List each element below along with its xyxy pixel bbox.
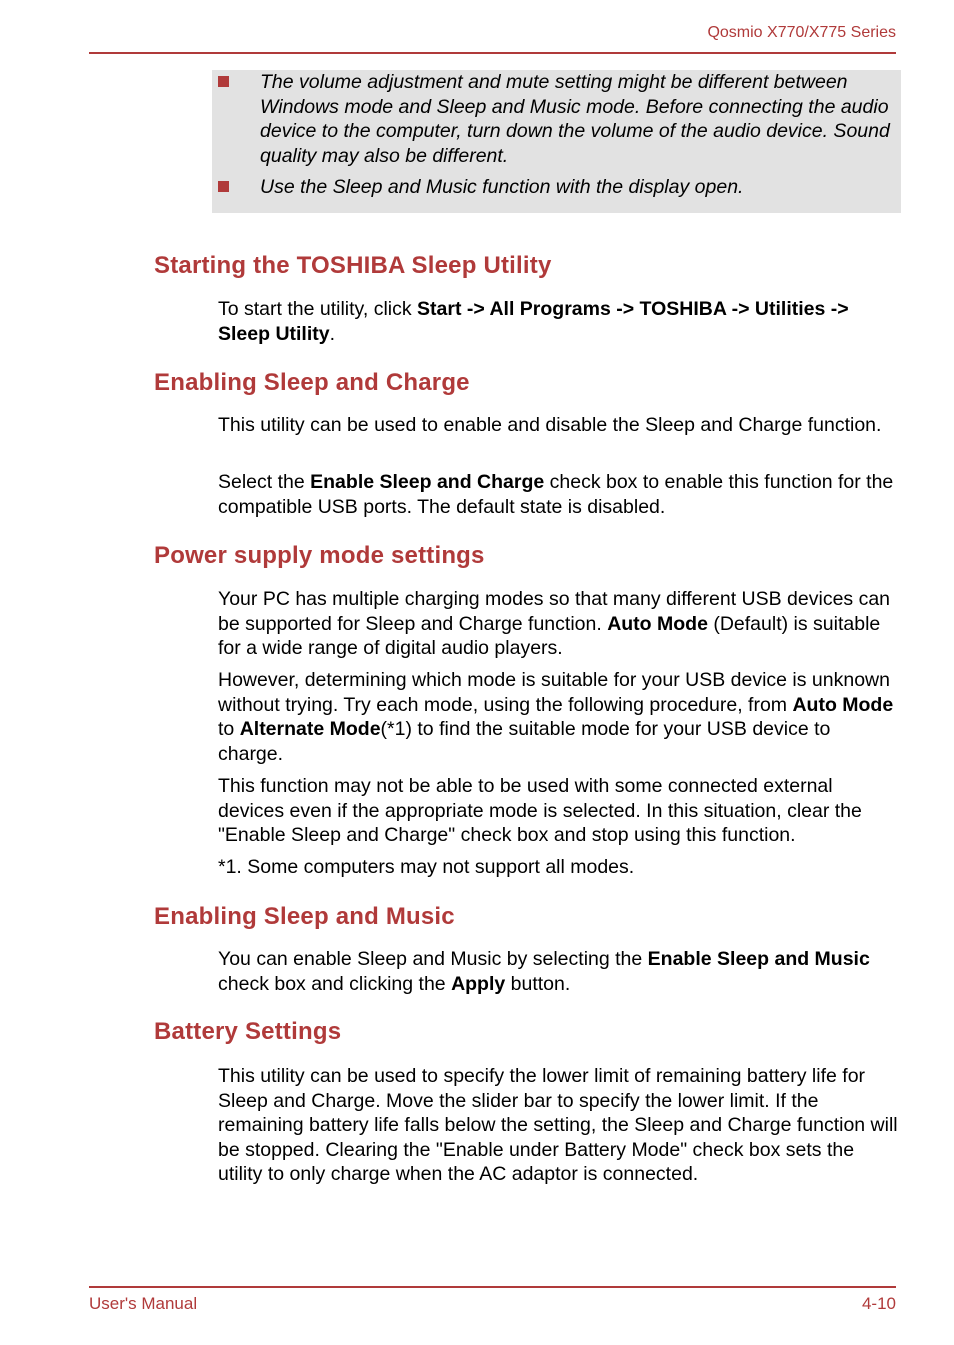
paragraph: This function may not be able to be used with some connected external devices even if the appropriate mode is selected. In this situation, clear the "Enable Sleep and Charge" check box and stop using this function. — [218, 775, 862, 846]
header-rule — [89, 52, 896, 54]
paragraph: Select the Enable Sleep and Charge check box to enable this function for the compatible USB ports. The default state is disabled. — [218, 471, 894, 518]
paragraph: To start the utility, click Start -> All Programs -> TOSHIBA -> Utilities -> Sleep Utility. — [218, 298, 849, 345]
square-bullet-icon — [218, 181, 229, 192]
paragraph: *1. Some computers may not support all modes. — [218, 856, 635, 878]
square-bullet-icon — [218, 76, 229, 87]
note-item — [260, 175, 890, 200]
paragraph: You can enable Sleep and Music by selecting the Enable Sleep and Music check box and clicking the Apply button. — [218, 948, 870, 995]
footer-manual-label: User's Manual — [89, 1294, 198, 1313]
note-text: The volume adjustment and mute setting might be different between Windows mode and Sleep and Music mode. Before connecting the audio device to the computer, turn down the volume of the audio device. Sound quality may also be different. — [260, 71, 890, 167]
footer-rule — [89, 1286, 896, 1288]
heading-enabling-sleep-charge: Enabling Sleep and Charge — [154, 369, 470, 396]
heading-power-supply-mode: Power supply mode settings — [154, 542, 485, 569]
paragraph: Your PC has multiple charging modes so that many different USB devices can be supported for Sleep and Charge function. Auto Mode (Default) is suitable for a wide range of digital audio players. — [218, 588, 891, 659]
heading-battery-settings: Battery Settings — [154, 1018, 342, 1045]
heading-starting-sleep-utility: Starting the TOSHIBA Sleep Utility — [154, 252, 552, 279]
page-number: 4-10 — [861, 1294, 896, 1313]
paragraph: This utility can be used to enable and disable the Sleep and Charge function. — [218, 414, 882, 436]
note-item — [260, 70, 890, 168]
note-box — [212, 70, 901, 213]
paragraph: However, determining which mode is suitable for your USB device is unknown without trying. Try each mode, using the following procedure, from Auto Mode to Alternate Mode(*1) to find the suitable mode for your USB device to charge. — [218, 669, 894, 765]
note-text: Use the Sleep and Music function with the display open. — [260, 176, 744, 198]
paragraph: This utility can be used to specify the lower limit of remaining battery life for Sleep and Charge. Move the slider bar to specify the lower limit. If the remaining battery life falls below the setting, the Sleep and Charge function will be stopped. Clearing the "Enable under Battery Mode" check box sets the utility to only charge when the AC adaptor is connected. — [218, 1065, 898, 1185]
running-header: Qosmio X770/X775 Series — [707, 24, 896, 41]
heading-enabling-sleep-music: Enabling Sleep and Music — [154, 903, 455, 930]
